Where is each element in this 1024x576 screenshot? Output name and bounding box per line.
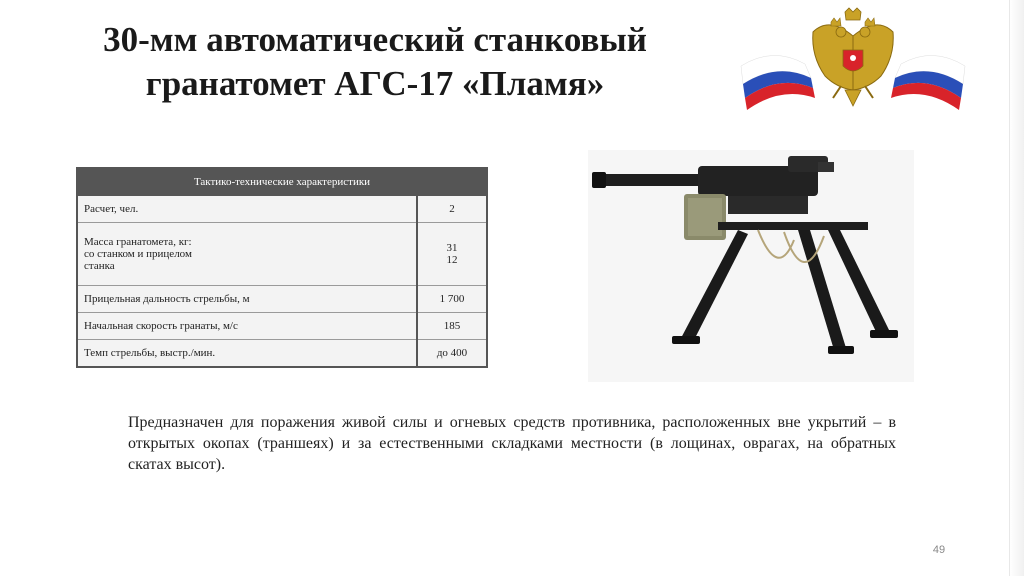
row-label: Прицельная дальность стрельбы, м	[77, 286, 417, 313]
title-line-1: 30-мм автоматический станковый	[103, 20, 647, 59]
row-value-line: 12	[446, 254, 458, 266]
row-value	[417, 223, 487, 286]
row-value-line: 31	[446, 242, 458, 254]
row-label-line: со станком и прицелом	[84, 248, 192, 260]
page-number: 49	[932, 544, 946, 556]
table-header-row	[77, 168, 487, 196]
slide-edge	[1009, 0, 1024, 576]
table-header: Тактико-технические характеристики	[77, 168, 487, 196]
row-label	[77, 223, 417, 286]
row-value: 2	[417, 196, 487, 223]
description-text: Предназначен для поражения живой силы и огневых средств противника, расположенных вне укрытий – в открытых окопах (траншеях) и за естественными складками местности (в лощинах, оврагах, на обратных скатах высот).	[128, 414, 896, 473]
row-label: Темп стрельбы, выстр./мин.	[77, 340, 417, 368]
title-line-2: гранатомет АГС-17 «Пламя»	[145, 64, 605, 103]
row-label-line: станка	[84, 260, 115, 272]
specifications-table	[76, 167, 488, 368]
row-label-line: Масса гранатомета, кг:	[84, 236, 192, 248]
table-row	[77, 340, 487, 368]
row-value: 185	[417, 313, 487, 340]
table-row	[77, 286, 487, 313]
grenade-launcher-photo	[588, 150, 914, 382]
row-value: до 400	[417, 340, 487, 368]
row-value: 1 700	[417, 286, 487, 313]
row-label: Расчет, чел.	[77, 196, 417, 223]
table-row	[77, 223, 487, 286]
russian-coat-of-arms-icon	[733, 6, 973, 116]
slide-title	[30, 18, 720, 106]
row-label: Начальная скорость гранаты, м/с	[77, 313, 417, 340]
table-row	[77, 313, 487, 340]
table-row	[77, 196, 487, 223]
